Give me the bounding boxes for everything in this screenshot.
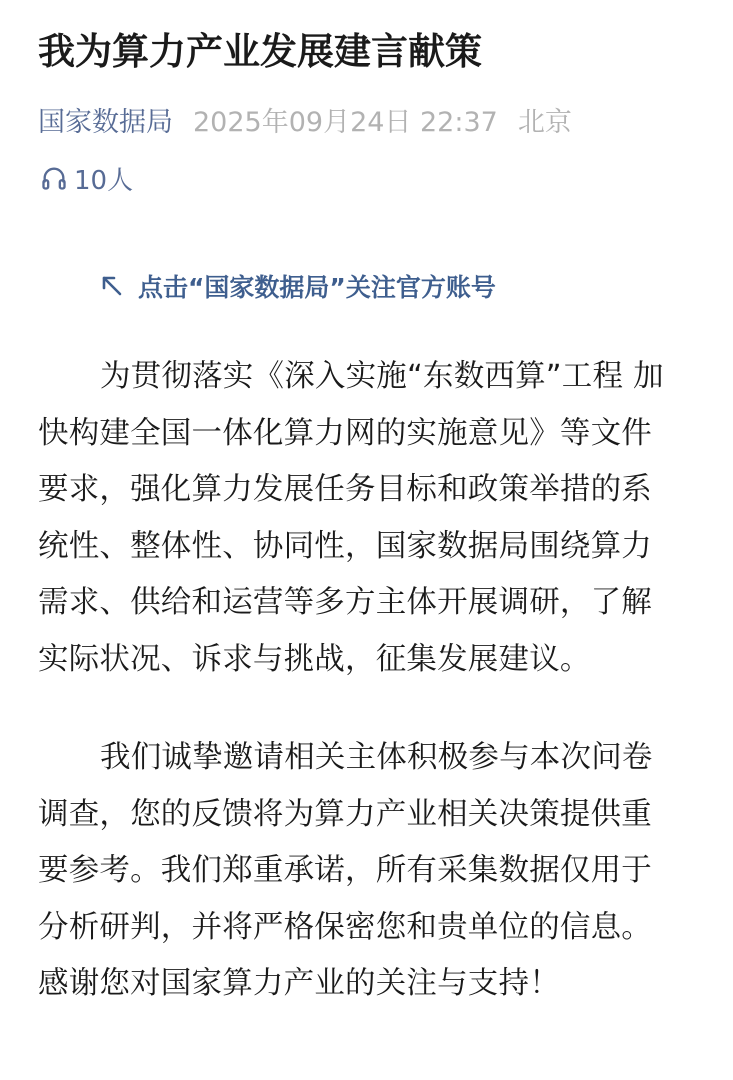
paragraph-line: 实际状况、诉求与挑战，征集发展建议。 <box>38 641 591 677</box>
paragraph-line: 要参考。我们郑重承诺，所有采集数据仅用于 <box>38 853 652 888</box>
paragraph-2 <box>38 730 698 1013</box>
follow-account-tip[interactable] <box>100 266 496 306</box>
arrow-up-left-icon <box>100 274 124 298</box>
paragraph-line: 统性、整体性、协同性，国家数据局围绕算力 <box>38 528 652 564</box>
article-meta <box>38 103 572 143</box>
paragraph-line: 快构建全国一体化算力网的实施意见》等文件 <box>38 415 652 451</box>
publish-location: 北京 <box>517 107 572 138</box>
listen-count[interactable] <box>40 158 133 198</box>
publish-datetime: 2025年09月24日 22:37 <box>193 107 498 138</box>
follow-tip-text: 点击“国家数据局”关注官方账号 <box>138 273 496 302</box>
account-name-link[interactable]: 国家数据局 <box>38 107 173 138</box>
paragraph-line: 调查，您的反馈将为算力产业相关决策提供重 <box>38 796 652 832</box>
headphones-icon <box>40 164 68 192</box>
paragraph-line: 要求，强化算力发展任务目标和政策举措的系 <box>38 472 652 507</box>
paragraph-line: 分析研判，并将严格保密您和贵单位的信息。 <box>38 909 652 945</box>
listen-count-text: 10人 <box>74 165 134 196</box>
paragraph-line: 感谢您对国家算力产业的关注与支持！ <box>38 966 560 1001</box>
paragraph-1 <box>38 349 698 688</box>
paragraph-line: 我们诚挚邀请相关主体积极参与本次问卷 <box>100 740 653 775</box>
paragraph-line: 需求、供给和运营等多方主体开展调研，了解 <box>38 585 652 620</box>
article-title: 我为算力产业发展建言献策 <box>38 30 482 73</box>
paragraph-line: 为贯彻落实《深入实施“东数西算”工程 加 <box>100 359 664 394</box>
